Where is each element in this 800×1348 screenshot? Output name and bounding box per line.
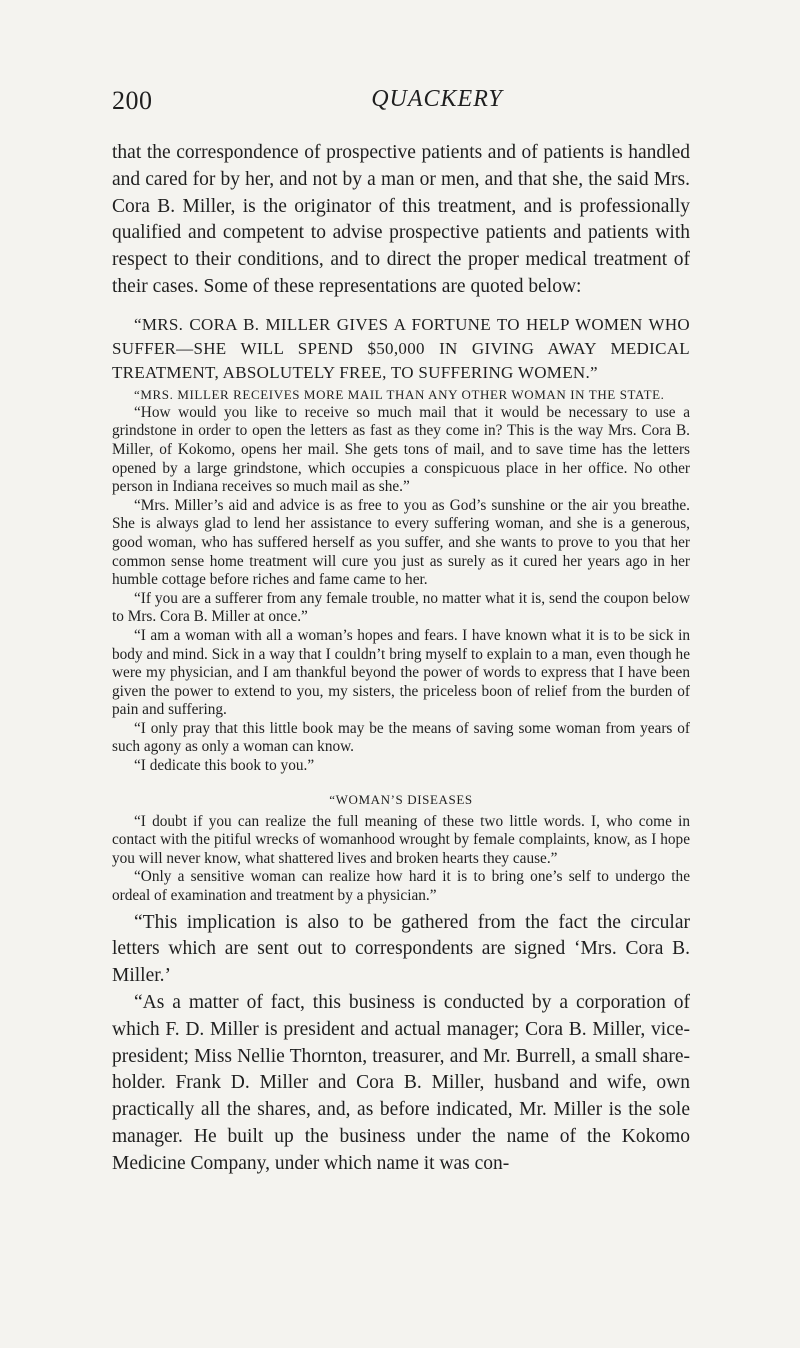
running-head: QUACKERY xyxy=(371,86,503,112)
paragraph-matter-of-fact: “As a matter of fact, this business is conducted by a corporation of which F. D. Miller is president and actual manager; Cora B. Miller, vice-president; Miss Nellie Thornton, treasurer, and Mr. Burrell, a small share-holder. Frank D. Miller and Cora B. Miller, husband and wife, own practically all the shares, and, as before indicated, Mr. Miller is the sole manager. He built up the business under the name of the Kokomo Medicine Company, under which name it was con- xyxy=(112,992,690,1174)
quoted-paragraph-pray: “I only pray that this little book may be the means of saving some woman from years of such agony as only a woman can know. xyxy=(112,719,690,756)
quoted-paragraph-coupon: “If you are a sufferer from any female trouble, no matter what it is, send the coupon below to Mrs. Cora B. Miller at once.” xyxy=(112,589,690,626)
quoted-subheadline: “MRS. MILLER RECEIVES MORE MAIL THAN ANY OTHER WOMAN IN THE STATE. xyxy=(134,386,665,402)
page-header xyxy=(112,86,712,126)
section-heading-womans-diseases: “WOMAN’S DISEASES xyxy=(329,791,473,807)
quoted-paragraph-dedicate: “I dedicate this book to you.” xyxy=(134,757,315,775)
quoted-headline: “MRS. CORA B. MILLER GIVES A FORTUNE TO HELP WOMEN WHO SUFFER—SHE WILL SPEND $50,000 IN GIVING AWAY MEDICAL TREATMENT, ABSOLUTELY FREE, TO SUFFERING WOMEN.” xyxy=(112,314,690,382)
quoted-paragraph-aid: “Mrs. Miller’s aid and advice is as free to you as God’s sunshine or the air you breathe. She is always glad to lend her assistance to every suffering woman, and she is a generous, good woman, who has suffered herself as you suffer, and she wants to prove to you that her common sense home treatment will cure you just as surely as it cured her years ago in her humble cottage before riches and fame came to her. xyxy=(112,496,690,589)
paragraph-opening: that the correspondence of prospective patients and of patients is handled and cared for by her, and not by a man or men, and that she, the said Mrs. Cora B. Miller, is the originator of this treatment, and is professionally qualified and competent to advise prospective patients and patients with respect to their conditions, and to direct the proper medical treatment of their cases. Some of these representations are quoted below: xyxy=(112,142,690,297)
quoted-paragraph-doubt: “I doubt if you can realize the full meaning of these two little words. I, who come in contact with the pitiful wrecks of womanhood wrought by female complaints, know, as I hope you will never know, what shattered lives and broken hearts they cause.” xyxy=(112,812,690,867)
page-number: 200 xyxy=(112,86,153,115)
quoted-paragraph-woman: “I am a woman with all a woman’s hopes and fears. I have known what it is to be sick in body and mind. Sick in a way that I couldn’t bring myself to explain to a man, even though he were my physician, and I am thankful beyond the power of words to express that I have been given the power to extend to you, my sisters, the priceless boon of relief from the burden of pain and suffering. xyxy=(112,626,690,719)
quoted-paragraph-grindstone: “How would you like to receive so much mail that it would be necessary to use a grindstone in order to open the letters as fast as they come in? This is the way Mrs. Cora B. Miller, of Kokomo, opens her mail. She gets tons of mail, and to save time has the letters opened by a large grindstone, which occupies a conspicuous place in her office. No other person in Indiana receives so much mail as she.” xyxy=(112,403,690,496)
paragraph-implication: “This implication is also to be gathered from the fact the circular letters which are sent out to correspondents are signed ‘Mrs. Cora B. Miller.’ xyxy=(112,911,690,987)
quoted-paragraph-sensitive: “Only a sensitive woman can realize how hard it is to bring one’s self to undergo the ordeal of examination and treatment by a physician.” xyxy=(112,868,690,905)
body-text xyxy=(112,140,690,1178)
